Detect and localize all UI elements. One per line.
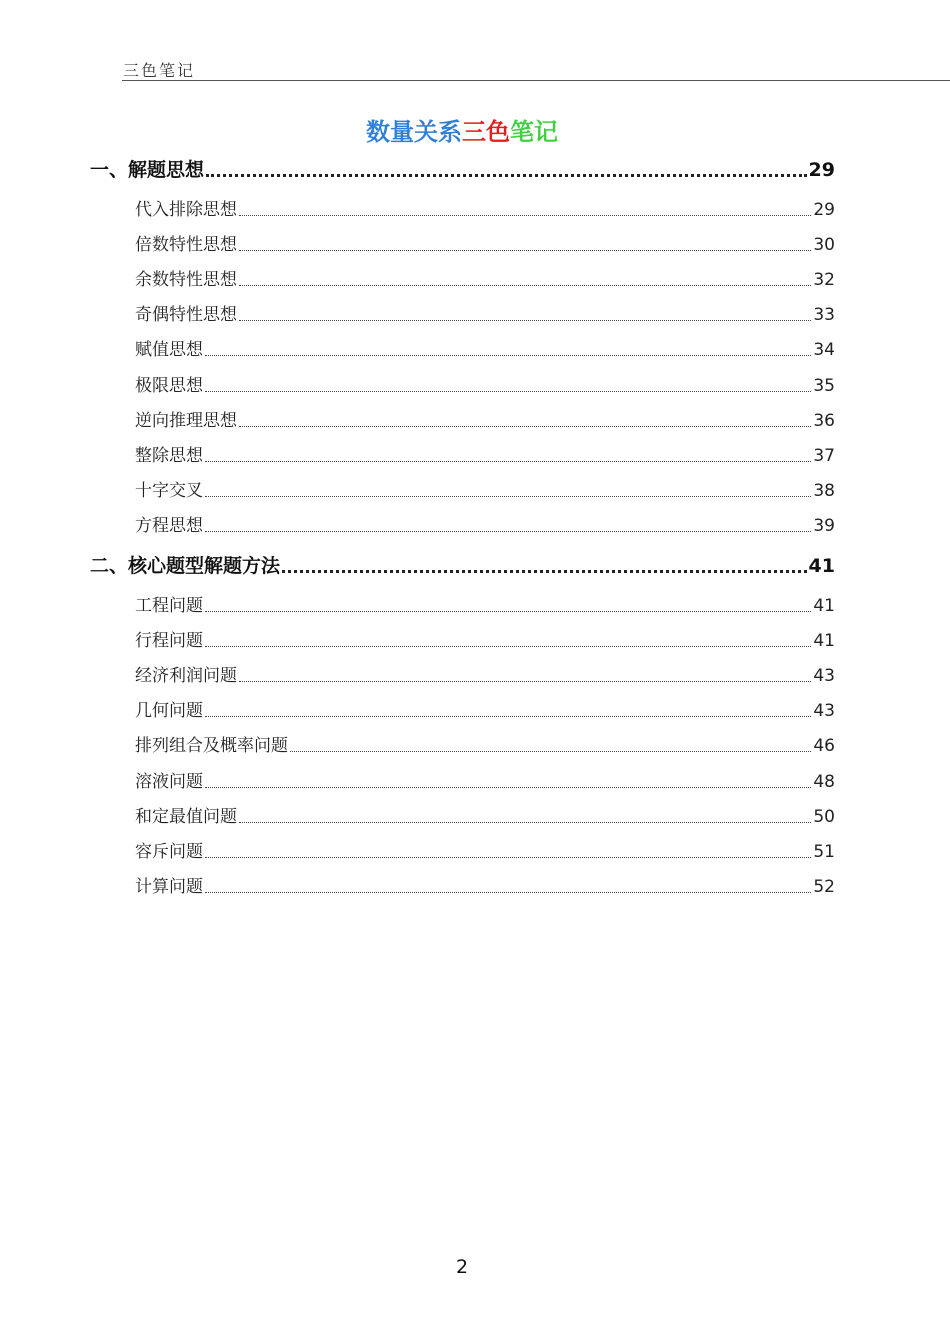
toc-entry-label: 工程问题 (135, 596, 203, 616)
toc-dot-leader (206, 173, 807, 177)
toc-dot-leader (205, 645, 811, 647)
toc-entry-page: 46 (813, 736, 835, 756)
toc-entry-label: 行程问题 (135, 631, 203, 651)
toc-entry-page: 30 (813, 235, 835, 255)
toc-entry-page: 37 (813, 446, 835, 466)
toc-dot-leader (205, 460, 811, 462)
toc-dot-leader (239, 680, 811, 682)
toc-dot-leader (205, 786, 811, 788)
page-number: 2 (455, 1256, 469, 1278)
toc-entry-page: 33 (813, 305, 835, 325)
toc-entry-label: 逆向推理思想 (135, 411, 237, 431)
header-text: 三色笔记 (123, 61, 196, 80)
toc-entry-label: 方程思想 (135, 516, 203, 536)
toc-dot-leader (205, 891, 811, 893)
document-title (0, 116, 924, 148)
toc-dot-leader (239, 249, 811, 251)
toc-entry-page: 48 (813, 772, 835, 792)
toc-entry[interactable] (135, 374, 835, 398)
toc-dot-leader (205, 856, 811, 858)
toc-entry-page: 32 (813, 270, 835, 290)
toc-dot-leader (205, 390, 811, 392)
toc-dot-leader (282, 569, 807, 573)
toc-dot-leader (205, 715, 811, 717)
toc-entry-page: 29 (813, 200, 835, 220)
toc-entry-page: 34 (813, 340, 835, 360)
toc-section-label: 二、核心题型解题方法 (90, 555, 281, 577)
toc-section-label: 一、解题思想 (90, 159, 205, 181)
toc-entry[interactable] (135, 268, 835, 292)
toc-entry-page: 41 (813, 596, 835, 616)
toc-entry[interactable] (135, 770, 835, 794)
toc-entry[interactable] (135, 664, 835, 688)
toc-dot-leader (205, 530, 811, 532)
toc-entry[interactable] (135, 444, 835, 468)
toc-dot-leader (239, 214, 811, 216)
toc-dot-leader (205, 354, 811, 356)
toc-entry-label: 极限思想 (135, 376, 203, 396)
toc-section-page: 29 (808, 159, 835, 181)
toc-entry[interactable] (135, 840, 835, 864)
toc-entry-page: 38 (813, 481, 835, 501)
toc-entry-page: 51 (813, 842, 835, 862)
toc-entry-label: 经济利润问题 (135, 666, 237, 686)
toc-entry[interactable] (135, 514, 835, 538)
toc-entry-page: 50 (813, 807, 835, 827)
toc-entry[interactable] (135, 338, 835, 362)
toc-entry[interactable] (135, 805, 835, 829)
toc-dot-leader (205, 610, 811, 612)
toc-entry-label: 容斥问题 (135, 842, 203, 862)
toc-entry-page: 35 (813, 376, 835, 396)
toc-entry[interactable] (135, 198, 835, 222)
toc-entry-page: 43 (813, 701, 835, 721)
toc-entry[interactable] (135, 233, 835, 257)
toc-entry-label: 整除思想 (135, 446, 203, 466)
toc-entry[interactable] (135, 734, 835, 758)
toc-dot-leader (239, 821, 811, 823)
toc-entry-label: 代入排除思想 (135, 200, 237, 220)
title-part-2: 三色 (462, 118, 510, 146)
toc-dot-leader (239, 284, 811, 286)
toc-section-2[interactable] (90, 553, 835, 579)
toc-entry-page: 39 (813, 516, 835, 536)
toc-entry-label: 和定最值问题 (135, 807, 237, 827)
title-part-3: 笔记 (510, 118, 558, 146)
toc-dot-leader (239, 319, 811, 321)
toc-entry-page: 43 (813, 666, 835, 686)
toc-entry[interactable] (135, 479, 835, 503)
toc-entry-label: 奇偶特性思想 (135, 305, 237, 325)
toc-section-page: 41 (808, 555, 835, 577)
toc-entry-label: 倍数特性思想 (135, 235, 237, 255)
toc-dot-leader (239, 425, 811, 427)
header-divider (122, 80, 950, 81)
toc-entry-page: 36 (813, 411, 835, 431)
toc-entry-label: 赋值思想 (135, 340, 203, 360)
toc-entry-page: 41 (813, 631, 835, 651)
toc-entry[interactable] (135, 303, 835, 327)
toc-entry-label: 几何问题 (135, 701, 203, 721)
toc-entry[interactable] (135, 629, 835, 653)
toc-entry-page: 52 (813, 877, 835, 897)
toc-entry-label: 余数特性思想 (135, 270, 237, 290)
title-part-1: 数量关系 (366, 118, 462, 146)
toc-entry[interactable] (135, 699, 835, 723)
toc-entry[interactable] (135, 875, 835, 899)
toc-dot-leader (205, 495, 811, 497)
toc-entry[interactable] (135, 594, 835, 618)
toc-entry-label: 排列组合及概率问题 (135, 736, 288, 756)
toc-entry-label: 计算问题 (135, 877, 203, 897)
toc-entry-label: 溶液问题 (135, 772, 203, 792)
toc-entry-label: 十字交叉 (135, 481, 203, 501)
toc-section-1[interactable] (90, 157, 835, 183)
toc-dot-leader (290, 750, 811, 752)
toc-entry[interactable] (135, 409, 835, 433)
